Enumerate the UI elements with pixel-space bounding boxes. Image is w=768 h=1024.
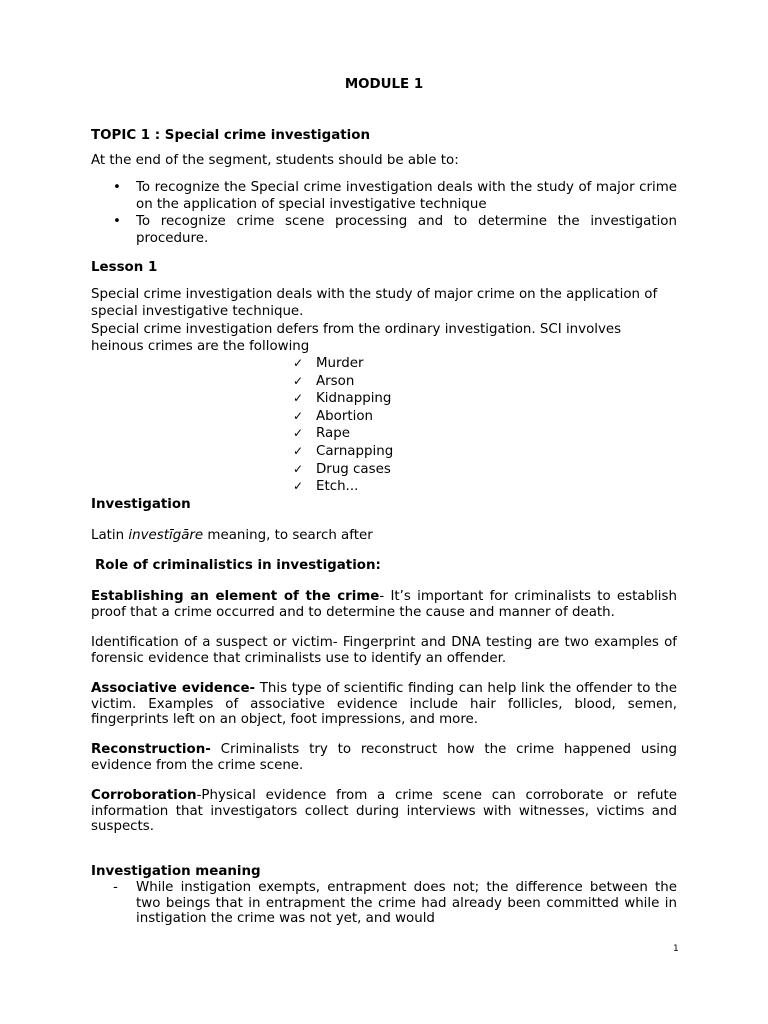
intro-text: At the end of the segment, students should be able to: — [91, 153, 459, 168]
meaning-heading: Investigation meaning — [91, 864, 261, 879]
checkmark-icon: ✓ — [293, 443, 304, 458]
objectives-list — [91, 179, 677, 247]
corroboration-paragraph: Corroboration-Physical evidence from a crime scene can corroborate or refute information that investigators collect during interviews with witnesses, victims and suspects. — [91, 788, 677, 834]
investigation-heading: Investigation — [91, 497, 191, 512]
identification-paragraph: Identification of a suspect or victim- Fingerprint and DNA testing are two examples of forensic evidence that criminalists use to identify an offender. — [91, 635, 677, 666]
checkmark-icon: ✓ — [293, 408, 304, 423]
checkmark-icon: ✓ — [293, 391, 304, 406]
element-paragraph: Establishing an element of the crime- It’s important for criminalists to establish proof that a crime occurred and to determine the cause and manner of death. — [91, 589, 677, 620]
crime-item: ✓ Murder — [293, 356, 364, 371]
bullet-icon: • — [113, 180, 121, 195]
lesson-heading: Lesson 1 — [91, 260, 158, 275]
bullet-icon: • — [113, 214, 121, 229]
crime-list — [291, 355, 393, 496]
checkmark-icon: ✓ — [293, 479, 304, 494]
crime-item: ✓ Arson — [293, 373, 355, 389]
crime-item: ✓ Abortion — [293, 408, 374, 424]
role-heading: Role of criminalistics in investigation: — [95, 558, 381, 573]
associative-paragraph: Associative evidence- This type of scientific finding can help link the offender to the victim. Examples of associative evidence include hair follicles, blood, semen, fingerprints left on an object, foot impressions, and more. — [91, 681, 677, 727]
dash-bullet-icon: - — [113, 880, 118, 895]
crime-item: ✓ Rape — [293, 426, 350, 442]
page-number: 1 — [673, 944, 679, 954]
checkmark-icon: ✓ — [293, 426, 304, 441]
checkmark-icon: ✓ — [293, 461, 304, 476]
crime-item: ✓ Carnapping — [293, 443, 394, 459]
lesson-paragraph-1: Special crime investigation deals with the study of major crime on the application of special investigative technique. — [91, 287, 658, 319]
reconstruction-paragraph: Reconstruction- Criminalists try to reconstruct how the crime happened using evidence from the crime scene. — [91, 742, 677, 773]
topic-heading: TOPIC 1 : Special crime investigation — [91, 128, 370, 143]
lesson-paragraph-2: Special crime investigation defers from the ordinary investigation. SCI involves heinous crimes are the following — [91, 322, 622, 354]
checkmark-icon: ✓ — [293, 356, 304, 370]
objective-item: • To recognize crime scene processing and to determine the investigation procedure. — [113, 214, 677, 246]
latin-definition: Latin investīgāre meaning, to search after — [91, 528, 373, 543]
meaning-item: - While instigation exempts, entrapment does not; the difference between the two beings that in entrapment the crime had already been committed while in instigation the crime was not yet, and would — [113, 880, 677, 926]
objective-item: • To recognize the Special crime investigation deals with the study of major crime on the application of special investigative technique — [113, 180, 677, 212]
module-title: MODULE 1 — [344, 77, 424, 92]
crime-item: ✓ Drug cases — [293, 461, 391, 477]
checkmark-icon: ✓ — [293, 373, 304, 388]
crime-item: ✓ Etch... — [293, 479, 359, 495]
crime-item: ✓ Kidnapping — [293, 391, 392, 407]
